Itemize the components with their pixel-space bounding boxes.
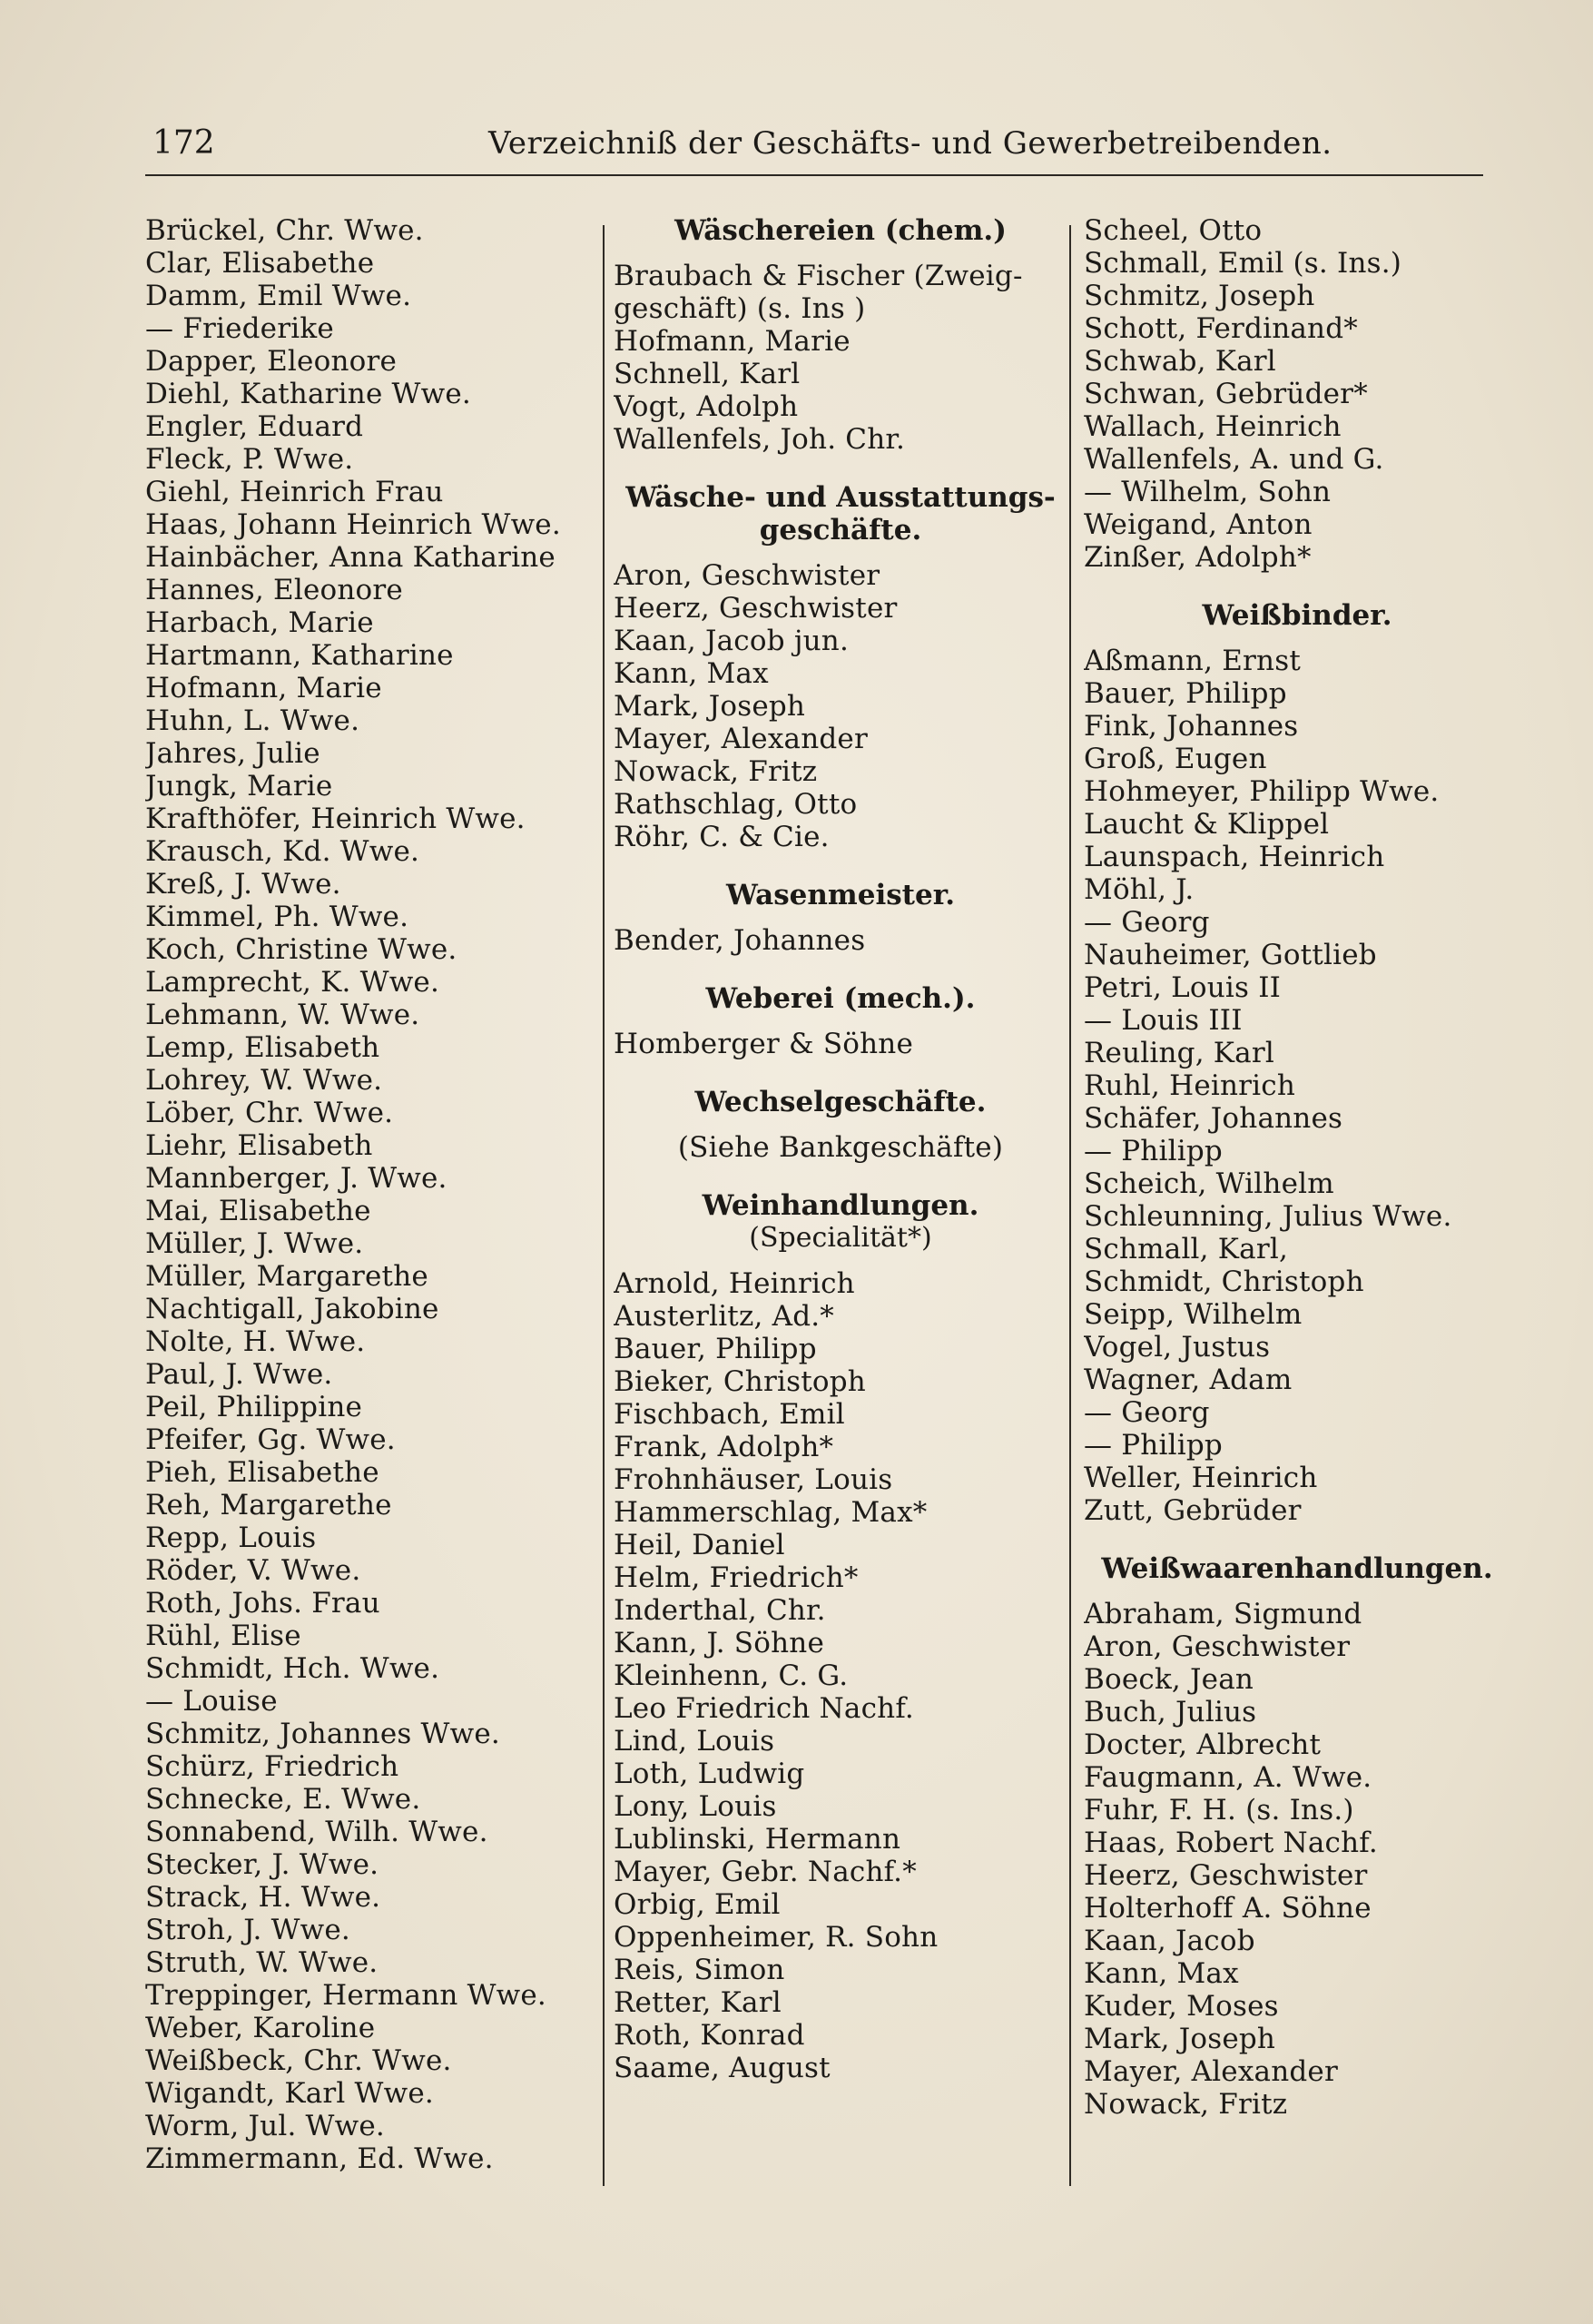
list-item: Leo Friedrich Nachf.	[614, 1692, 914, 1725]
section-heading-weissbinder: Weißbinder.	[1202, 599, 1392, 632]
entry-list	[1084, 645, 1510, 1527]
list-item: Heerz, Geschwister	[1084, 1859, 1368, 1892]
spacer	[614, 1118, 1067, 1131]
list-item: Fuhr, F. H. (s. Ins.)	[1084, 1794, 1354, 1827]
list-item: Orbig, Emil	[614, 1888, 781, 1921]
list-item: Arnold, Heinrich	[614, 1267, 855, 1300]
list-item: Vogt, Adolph	[614, 390, 799, 423]
list-item: Kann, Max	[1084, 1957, 1239, 1990]
list-item: Lohrey, W. Wwe.	[145, 1064, 383, 1097]
list-item: Rühl, Elise	[145, 1620, 301, 1652]
list-item: Lony, Louis	[614, 1790, 777, 1823]
entry-list	[145, 214, 599, 2175]
list-item: Lind, Louis	[614, 1725, 775, 1758]
list-item: Aßmann, Ernst	[1084, 645, 1301, 677]
list-item: Stroh, J. Wwe.	[145, 1914, 350, 1946]
list-item: — Georg	[1084, 906, 1210, 939]
list-item: Mayer, Alexander	[614, 723, 868, 755]
list-item: Stecker, J. Wwe.	[145, 1848, 379, 1881]
entry-list	[614, 1028, 1067, 1060]
list-item: Scheich, Wilhelm	[1084, 1167, 1334, 1200]
section-heading-weinhandlungen: Weinhandlungen.	[702, 1189, 979, 1222]
spacer	[614, 547, 1067, 559]
list-item: Löber, Chr. Wwe.	[145, 1097, 394, 1129]
list-item: Paul, J. Wwe.	[145, 1358, 333, 1391]
entry-list	[614, 1267, 1067, 2084]
list-item: — Georg	[1084, 1396, 1210, 1429]
list-item: Hartmann, Katharine	[145, 639, 454, 672]
running-title: Verzeichniß der Geschäfts- und Gewerbetreibenden.	[488, 125, 1332, 162]
list-item: Hofmann, Marie	[145, 672, 382, 704]
list-item: Liehr, Elisabeth	[145, 1129, 373, 1162]
list-item: Brückel, Chr. Wwe.	[145, 214, 424, 247]
list-item: Seipp, Wilhelm	[1084, 1298, 1303, 1331]
list-item: Lamprecht, K. Wwe.	[145, 966, 440, 999]
list-item: Mark, Joseph	[614, 690, 806, 723]
list-item: Schnecke, E. Wwe.	[145, 1783, 421, 1816]
entry-list	[1084, 214, 1510, 574]
list-item: Dapper, Eleonore	[145, 345, 398, 378]
list-item: Wallenfels, A. und G.	[1084, 443, 1384, 476]
list-item: Clar, Elisabethe	[145, 247, 375, 280]
list-item: Jahres, Julie	[145, 737, 320, 770]
list-item: Petri, Louis II	[1084, 971, 1282, 1004]
list-item: Struth, W. Wwe.	[145, 1946, 379, 1979]
list-item: Krausch, Kd. Wwe.	[145, 835, 420, 868]
list-item: Schnell, Karl	[614, 358, 801, 390]
list-item: Schott, Ferdinand*	[1084, 312, 1358, 345]
list-item: Engler, Eduard	[145, 410, 364, 443]
list-item: Peil, Philippine	[145, 1391, 363, 1423]
list-item: Mannberger, J. Wwe.	[145, 1162, 447, 1195]
list-item: Mayer, Gebr. Nachf.*	[614, 1856, 917, 1888]
list-item: Zimmermann, Ed. Wwe.	[145, 2142, 494, 2175]
spacer	[614, 911, 1067, 924]
list-item: Bauer, Philipp	[1084, 677, 1287, 710]
list-item: Hofmann, Marie	[614, 325, 851, 358]
list-item: Strack, H. Wwe.	[145, 1881, 381, 1914]
section-subheading-specialitaet: (Specialität*)	[749, 1222, 932, 1254]
list-item: — Louis III	[1084, 1004, 1243, 1037]
list-item: Wagner, Adam	[1084, 1364, 1293, 1396]
list-item: Lemp, Elisabeth	[145, 1031, 380, 1064]
list-item: Austerlitz, Ad.*	[614, 1300, 834, 1333]
list-item: Kann, Max	[614, 657, 769, 690]
list-item: Kann, J. Söhne	[614, 1627, 824, 1659]
list-item: Holterhoff A. Söhne	[1084, 1892, 1372, 1925]
section-heading-weisswaaren: Weißwaarenhandlungen.	[1101, 1552, 1493, 1585]
list-item: Zinßer, Adolph*	[1084, 541, 1312, 574]
list-item: Pieh, Elisabethe	[145, 1456, 379, 1489]
list-item: Scheel, Otto	[1084, 214, 1263, 247]
list-item: Kuder, Moses	[1084, 1990, 1279, 2023]
list-item: Schmitz, Johannes Wwe.	[145, 1718, 500, 1750]
spacer	[614, 1060, 1067, 1086]
list-item: — Louise	[145, 1685, 278, 1718]
section-heading-wechselgeschaefte: Wechselgeschäfte.	[694, 1086, 987, 1118]
list-item: Reuling, Karl	[1084, 1037, 1274, 1069]
list-item: Wallach, Heinrich	[1084, 410, 1342, 443]
entry-list	[1084, 1598, 1510, 2121]
list-item: Schwab, Karl	[1084, 345, 1276, 378]
list-item: Bieker, Christoph	[614, 1365, 866, 1398]
list-item: Hannes, Eleonore	[145, 574, 403, 606]
spacer	[1084, 632, 1510, 645]
list-item: Schäfer, Johannes	[1084, 1102, 1343, 1135]
list-item: Harbach, Marie	[145, 606, 374, 639]
list-item: Kleinhenn, C. G.	[614, 1659, 849, 1692]
list-item: Reh, Margarethe	[145, 1489, 392, 1521]
list-item: Bender, Johannes	[614, 924, 866, 957]
list-item: Roth, Johs. Frau	[145, 1587, 380, 1620]
list-item: Schürz, Friedrich	[145, 1750, 399, 1783]
list-item: Inderthal, Chr.	[614, 1594, 826, 1627]
list-item: Giehl, Heinrich Frau	[145, 476, 444, 508]
list-item: Röhr, C. & Cie.	[614, 821, 830, 853]
column-divider	[1069, 225, 1071, 2186]
list-item: Kreß, J. Wwe.	[145, 868, 341, 901]
list-item: Nowack, Fritz	[614, 755, 818, 788]
list-item: geschäft) (s. Ins )	[614, 292, 866, 325]
list-item: Wallenfels, Joh. Chr.	[614, 423, 906, 456]
list-item: Aron, Geschwister	[1084, 1630, 1351, 1663]
header-rule	[145, 174, 1483, 176]
list-item: Weigand, Anton	[1084, 508, 1313, 541]
list-item: Docter, Albrecht	[1084, 1728, 1322, 1761]
list-item: Müller, J. Wwe.	[145, 1227, 364, 1260]
list-item: Damm, Emil Wwe.	[145, 280, 412, 312]
list-item: Schmitz, Joseph	[1084, 280, 1315, 312]
list-item: Oppenheimer, R. Sohn	[614, 1921, 939, 1954]
list-item: Schwan, Gebrüder*	[1084, 378, 1368, 410]
list-item: Kaan, Jacob jun.	[614, 625, 850, 657]
entry-list	[614, 559, 1067, 853]
list-item: Hammerschlag, Max*	[614, 1496, 928, 1529]
list-item: Lehmann, W. Wwe.	[145, 999, 420, 1031]
spacer	[614, 1164, 1067, 1189]
list-item: Schmidt, Christoph	[1084, 1265, 1364, 1298]
list-item: Haas, Robert Nachf.	[1084, 1827, 1378, 1859]
list-item: Schmall, Karl,	[1084, 1233, 1289, 1265]
list-item: Treppinger, Hermann Wwe.	[145, 1979, 546, 2012]
list-item: Kimmel, Ph. Wwe.	[145, 901, 409, 933]
spacer	[614, 1015, 1067, 1028]
list-item: Retter, Karl	[614, 1986, 782, 2019]
list-item: Heil, Daniel	[614, 1529, 785, 1561]
list-item: Braubach & Fischer (Zweig-	[614, 260, 1023, 292]
list-item: Schmidt, Hch. Wwe.	[145, 1652, 440, 1685]
list-item: Koch, Christine Wwe.	[145, 933, 457, 966]
list-item: Mai, Elisabethe	[145, 1195, 371, 1227]
entry-list	[614, 260, 1067, 456]
list-item: Laucht & Klippel	[1084, 808, 1330, 841]
spacer	[614, 853, 1067, 879]
list-item: Jungk, Marie	[145, 770, 333, 803]
spacer	[1084, 1585, 1510, 1598]
list-item: Krafthöfer, Heinrich Wwe.	[145, 803, 526, 835]
spacer	[614, 247, 1067, 260]
list-item: Pfeifer, Gg. Wwe.	[145, 1423, 396, 1456]
list-item: Weißbeck, Chr. Wwe.	[145, 2044, 452, 2077]
column-divider	[603, 225, 605, 2186]
list-item: Schmall, Emil (s. Ins.)	[1084, 247, 1402, 280]
list-item: Lublinski, Hermann	[614, 1823, 901, 1856]
section-heading-waeschereien: Wäschereien (chem.)	[674, 214, 1007, 247]
list-item: — Philipp	[1084, 1135, 1223, 1167]
column-1	[145, 214, 599, 2184]
list-item: Schleunning, Julius Wwe.	[1084, 1200, 1452, 1233]
list-item: Sonnabend, Wilh. Wwe.	[145, 1816, 488, 1848]
list-item: Heerz, Geschwister	[614, 592, 898, 625]
section-heading-wasenmeister: Wasenmeister.	[726, 879, 955, 911]
list-item: Faugmann, A. Wwe.	[1084, 1761, 1372, 1794]
list-item: Diehl, Katharine Wwe.	[145, 378, 471, 410]
spacer	[614, 456, 1067, 481]
list-item: Hainbächer, Anna Katharine	[145, 541, 556, 574]
list-item: Nauheimer, Gottlieb	[1084, 939, 1377, 971]
list-item: Haas, Johann Heinrich Wwe.	[145, 508, 561, 541]
list-item: Nachtigall, Jakobine	[145, 1293, 439, 1325]
list-item: Boeck, Jean	[1084, 1663, 1254, 1696]
list-item: Ruhl, Heinrich	[1084, 1069, 1296, 1102]
list-item: Nowack, Fritz	[1084, 2088, 1288, 2121]
list-item: Roth, Konrad	[614, 2019, 805, 2052]
list-item: Loth, Ludwig	[614, 1758, 805, 1790]
section-heading-waesche: Wäsche- und Ausstattungs-	[625, 481, 1056, 514]
spacer	[1084, 574, 1510, 599]
list-item: Mark, Joseph	[1084, 2023, 1276, 2055]
list-item: Groß, Eugen	[1084, 743, 1267, 775]
column-2	[614, 214, 1067, 2184]
list-item: Weller, Heinrich	[1084, 1462, 1318, 1494]
list-item: — Wilhelm, Sohn	[1084, 476, 1332, 508]
spacer	[1084, 1527, 1510, 1552]
list-item: Fischbach, Emil	[614, 1398, 845, 1431]
list-item: Kaan, Jacob	[1084, 1925, 1255, 1957]
page-header	[152, 116, 1478, 171]
list-item: Launspach, Heinrich	[1084, 841, 1385, 873]
list-item: Reis, Simon	[614, 1954, 785, 1986]
list-item: Rathschlag, Otto	[614, 788, 858, 821]
list-item: Repp, Louis	[145, 1521, 317, 1554]
list-item: Vogel, Justus	[1084, 1331, 1271, 1364]
entry-list	[614, 924, 1067, 957]
list-item: Frank, Adolph*	[614, 1431, 834, 1463]
spacer	[614, 957, 1067, 982]
column-3	[1084, 214, 1510, 2184]
list-item: (Siehe Bankgeschäfte)	[677, 1131, 1004, 1164]
list-item: Möhl, J.	[1084, 873, 1195, 906]
list-item: Bauer, Philipp	[614, 1333, 817, 1365]
list-item: Aron, Geschwister	[614, 559, 880, 592]
list-item: — Philipp	[1084, 1429, 1223, 1462]
list-item: Wigandt, Karl Wwe.	[145, 2077, 434, 2110]
entry-list	[614, 1131, 1067, 1164]
list-item: Zutt, Gebrüder	[1084, 1494, 1302, 1527]
spacer	[614, 1255, 1067, 1267]
list-item: Frohnhäuser, Louis	[614, 1463, 893, 1496]
list-item: Hohmeyer, Philipp Wwe.	[1084, 775, 1440, 808]
list-item: Helm, Friedrich*	[614, 1561, 859, 1594]
page-number: 172	[152, 124, 215, 162]
list-item: Buch, Julius	[1084, 1696, 1257, 1728]
list-item: Weber, Karoline	[145, 2012, 376, 2044]
list-item: — Friederike	[145, 312, 334, 345]
list-item: Fleck, P. Wwe.	[145, 443, 354, 476]
list-item: Homberger & Söhne	[614, 1028, 913, 1060]
section-heading-waesche-cont: geschäfte.	[759, 514, 922, 547]
list-item: Nolte, H. Wwe.	[145, 1325, 366, 1358]
list-item: Mayer, Alexander	[1084, 2055, 1338, 2088]
list-item: Huhn, L. Wwe.	[145, 704, 360, 737]
list-item: Röder, V. Wwe.	[145, 1554, 361, 1587]
list-item: Saame, August	[614, 2052, 831, 2084]
section-heading-weberei: Weberei (mech.).	[705, 982, 976, 1015]
list-item: Müller, Margarethe	[145, 1260, 428, 1293]
list-item: Worm, Jul. Wwe.	[145, 2110, 385, 2142]
list-item: Fink, Johannes	[1084, 710, 1299, 743]
list-item: Abraham, Sigmund	[1084, 1598, 1362, 1630]
